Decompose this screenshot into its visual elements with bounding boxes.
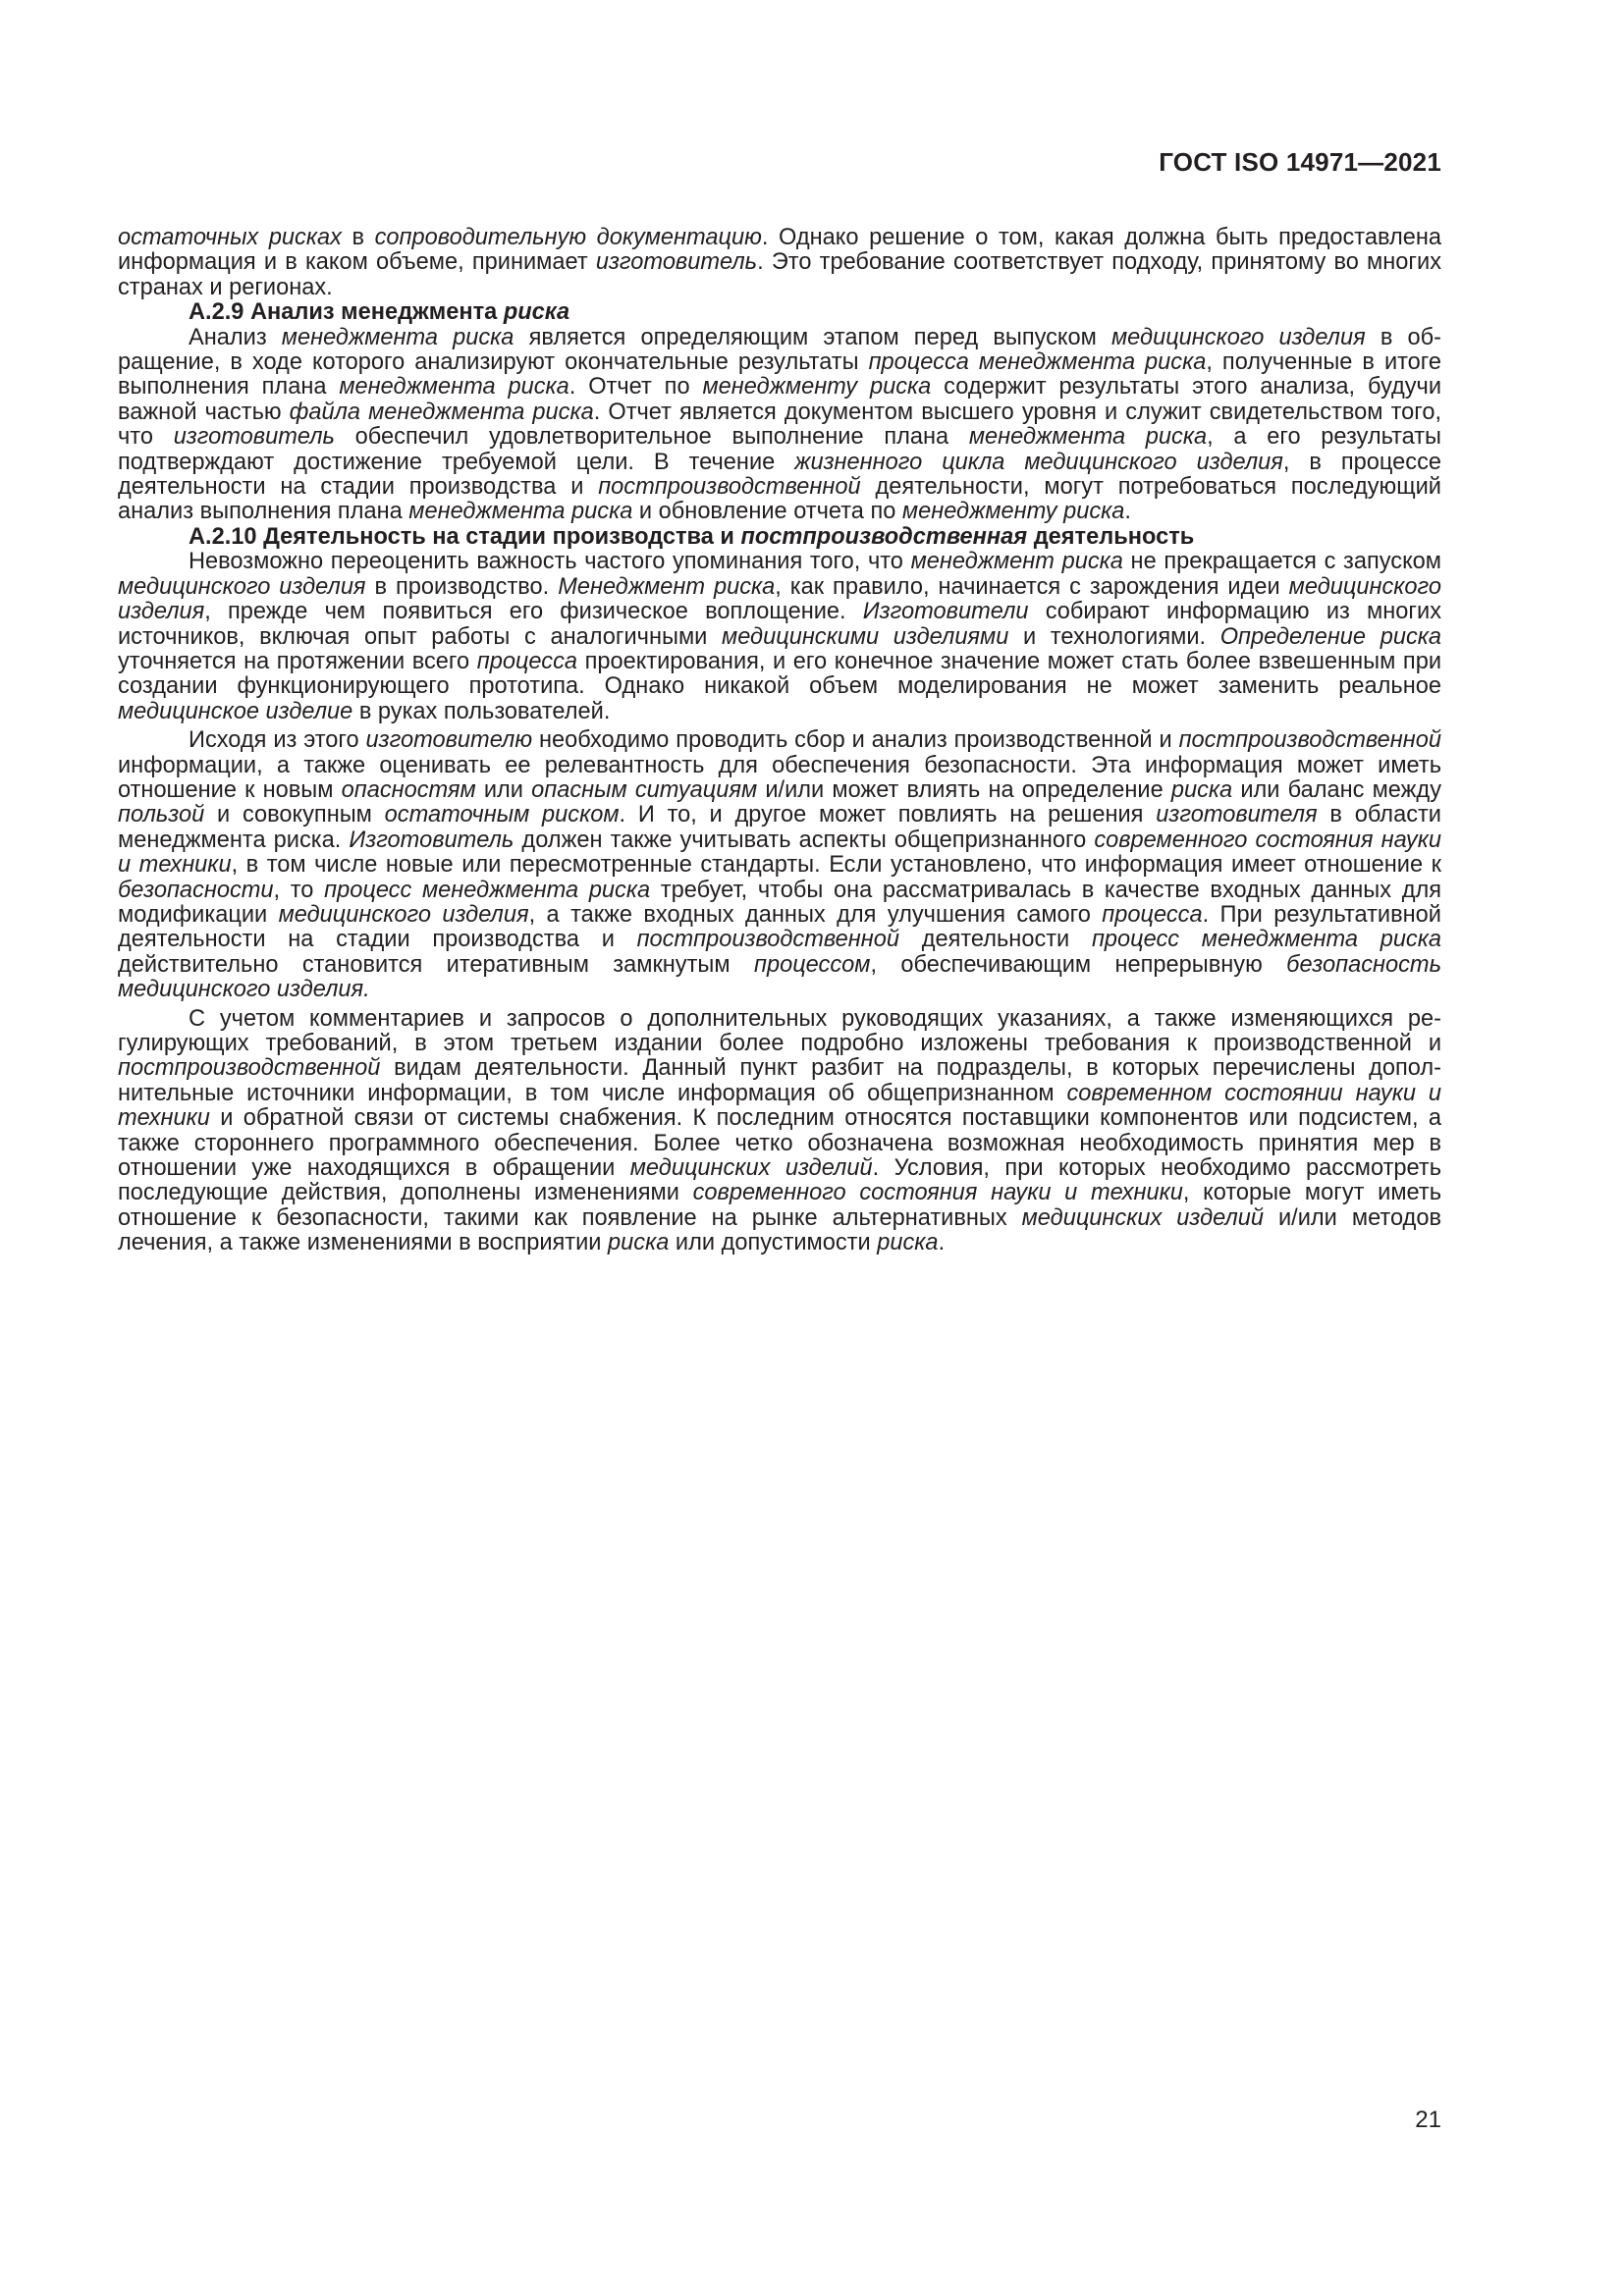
page-number: 21 (1415, 2107, 1441, 2133)
paragraph-continued: остаточных рисках в сопроводительную документацию. Однако решение о том, какая должна быть предоставлена информация и в каком объеме, принимает изготовитель. Это требование соответствует подходу, принятому во многих странах и регионах. (118, 225, 1441, 300)
document-body (118, 226, 1441, 1256)
section-heading-a-2-9: А.2.9 Анализ менеджмента риска (189, 299, 570, 326)
paragraph-production-activities: Невозможно переоценить важность частого упоминания того, что менеджмент риска не прекращается с запуском медицинского изделия в производство. Менеджмент риска, как правило, начинается с зарождения идеи медицинского изделия, прежде чем появиться его физическое воплощение. Изготовители собирают информацию из многих источников, включая опыт работы с аналогичными медицинскими изделиями и технологиями. Определение риска уточняется на протяжении всего процесса проектирования, и его конечное значение может стать более взвешенным при создании функционирующего прототипа. Однако никакой объем моделирования не может заменить реальное медицинское изделие в руках пользователей. (118, 549, 1442, 724)
paragraph-risk-review: Анализ менеджмента риска является определяющим этапом перед выпуском медицинского изделия в обращение, в ходе которого анализируют окончательные результаты процесса менеджмента риска, полученные в итоге выполнения плана менеджмента риска. Отчет по менеджменту риска содержит результаты этого анализа, будучи важной частью файла менеджмента риска. Отчет является документом высшего уровня и служит свидетельством того, что изготовитель обеспечил удовлетворительное выполнение плана менеджмента риска, а его результаты подтверждают достижение требуемой цели. В течение жизненного цикла медицинского изделия, в процессе деятельности на стадии производства и постпроизводственной деятельности, могут потребоваться последующий анализ выполнения плана менеджмента риска и обновление отчета по менеджменту риска. (118, 324, 1442, 525)
section-heading-a-2-10: А.2.10 Деятельность на стадии производства и постпроизводственная деятельность (189, 523, 1195, 550)
document-header-id: ГОСТ ISO 14971—2021 (1159, 147, 1441, 177)
paragraph-information-collection: Исходя из этого изготовителю необходимо проводить сбор и анализ производственной и постпроизводственной информации, а также оценивать ее релевантность для обеспечения безопасности. Эта информация может иметь отношение к новым опасностям или опасным ситуациям и/или может влиять на определение риска или баланс между пользой и совокупным остаточным риском. И то, и другое может повлиять на решения изготовителя в области менеджмента риска. Изготовитель должен также учитывать аспекты общепризнанного современного состояния науки и техники, в том числе новые или пересмотренные стандарты. Если установлено, что информация имеет отношение к безопасности, то процесс менеджмента риска требует, чтобы она рассматривалась в качестве входных данных для модификации медицинского изделия, а также входных данных для улучшения самого процесса. При результативной деятельности на стадии производства и постпроизводственной деятельности процесс менеджмента риска действительно становится итеративным замкнутым процессом, обеспечивающим непрерывную безопасность медицинского изделия. (118, 727, 1441, 1003)
paragraph-third-edition: С учетом комментариев и запросов о дополнительных руководящих указаниях, а также изменяющихся регулирующих требований, в этом третьем издании более подробно изложены требования к производственной и постпроизводственной видам деятельности. Данный пункт разбит на подразделы, в которых перечислены дополнительные источники информации, в том числе информация об общепризнанном современном состоянии науки и техники и обратной связи от системы снабжения. К последним относятся поставщики компонентов или подсистем, а также стороннего программного обеспечения. Более четко обозначена возможная необходимость принятия мер в отношении уже находящихся в обращении медицинских изделий. Условия, при которых необходимо рассмотреть последующие действия, дополнены изменениями современного состояния науки и техники, которые могут иметь отношение к безопасности, такими как появление на рынке альтернативных медицинских изделий и/или методов лечения, а также изменениями в восприятии риска или допустимости риска. (118, 1005, 1441, 1256)
